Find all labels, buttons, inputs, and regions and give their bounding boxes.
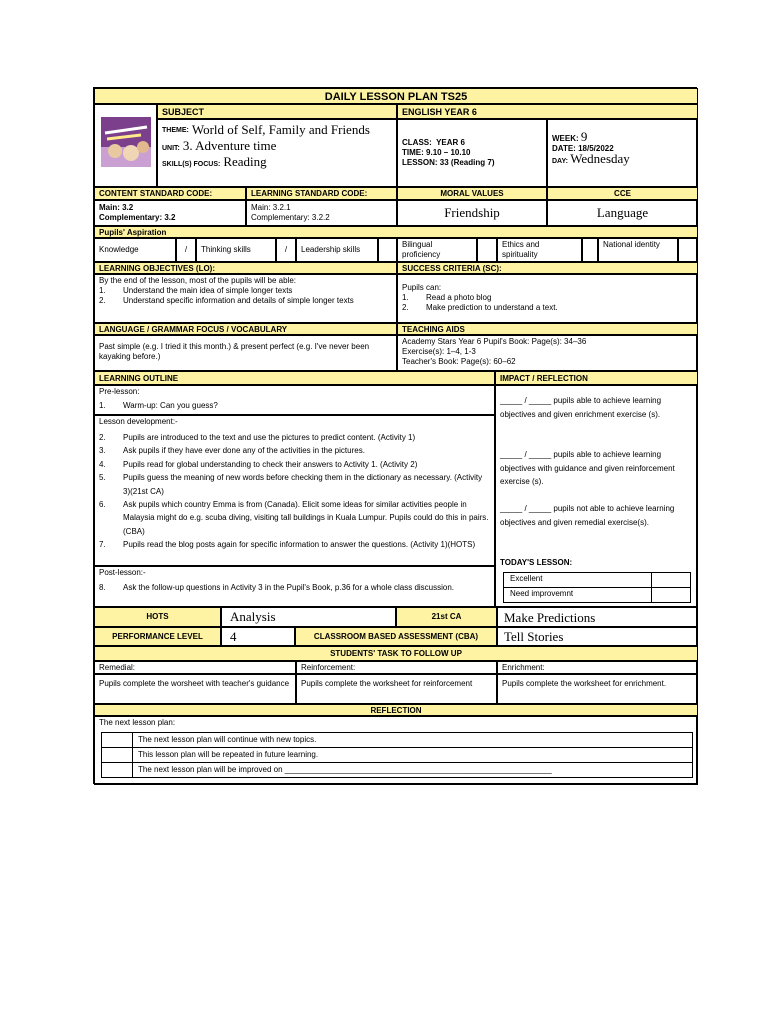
cba-value: Tell Stories [497,627,698,646]
post-lesson-block [94,566,495,607]
class-value: YEAR 6 [436,138,465,147]
enrichment-text: Pupils complete the worksheet for enrichment. [497,674,698,704]
cover-cell [94,104,157,187]
day-label: DAY: [552,158,568,165]
post-lesson-item-text: Ask the follow-up questions in Activity 3 in the Pupil's Book, p.36 for a whole class discussion. [123,583,455,592]
development-item-text: Ask pupils if they have ever done any of the activities in the pictures. [123,446,365,456]
aspiration-ethics: Ethics and spirituality [497,238,582,262]
reflection-option-checkbox-3[interactable] [102,763,133,777]
teaching-aid-line: Academy Stars Year 6 Pupil's Book: Page(s): 34–36 [402,337,587,346]
aspiration-label: Pupils' Aspiration [94,226,698,238]
lo-item [99,296,392,306]
skill-label: SKILL(S) FOCUS: [162,161,221,168]
content-comp: Complementary: 3.2 [99,213,176,222]
sc-item-number: 2. [402,303,409,312]
subject-label: SUBJECT [157,104,397,119]
plan-title: DAILY LESSON PLAN TS25 [94,88,698,104]
pre-lesson-list [99,401,490,411]
lesson-plan-table [93,87,697,784]
ca-value: Make Predictions [497,607,698,627]
lo-content [94,274,397,323]
impact-reinforcement: _____ / _____ pupils able to achieve learning objectives with guidance and given reinforcement exercise (s). [500,450,675,486]
aspiration-national-mark [678,238,698,262]
skill-value: Reading [223,154,267,169]
moral-value: Friendship [397,200,547,226]
development-item-text: Pupils are introduced to the text and use the pictures to predict content. (Activity 1) [123,433,416,442]
reflection-label: REFLECTION [94,704,698,716]
sc-item-text: Read a photo blog [426,293,492,302]
outline-label: LEARNING OUTLINE [94,371,495,385]
week-date-day-cell [547,119,698,187]
aspiration-ethics-mark [582,238,598,262]
time-value: 9.10 – 10.10 [426,148,471,157]
sc-item [402,293,693,303]
week-label: WEEK: [552,134,579,143]
pre-lesson-label: Pre-lesson: [99,387,140,396]
pre-lesson-item-number: 1. [99,401,106,410]
development-item [99,458,490,471]
aids-label: TEACHING AIDS [397,323,698,335]
development-item-number: 4. [99,459,106,469]
lo-item-text: Understand specific information and details of simple longer texts [123,296,354,305]
cba-label: CLASSROOM BASED ASSESSMENT (CBA) [295,627,497,646]
reflection-option-continue: The next lesson plan will continue with new topics. [138,735,317,744]
performance-value: 4 [221,627,295,646]
development-item [99,431,490,444]
aspiration-knowledge: Knowledge [94,238,176,262]
remedial-label: Remedial: [94,661,296,674]
learning-main: Main: 3.2.1 [251,203,291,212]
content-standard-value [94,200,246,226]
content-standard-label: CONTENT STANDARD CODE: [94,187,246,200]
time-label: TIME: [402,148,424,157]
post-lesson-item-number: 8. [99,583,106,592]
option-excellent[interactable]: Excellent [504,573,652,587]
reflection-options [101,732,693,778]
aspiration-bilingual: Bilingual proficiency [397,238,477,262]
week-value: 9 [580,129,588,144]
pre-lesson-item-text: Warm-up: Can you guess? [123,401,218,410]
sc-item-text: Make prediction to understand a text. [426,303,558,312]
hots-value: Analysis [221,607,396,627]
development-item-number: 7. [99,540,106,550]
sc-label: SUCCESS CRITERIA (SC): [397,262,698,274]
lo-item-number: 1. [99,286,106,295]
reflection-option-improve: The next lesson plan will be improved on ____________________________________________________________ [138,765,552,774]
language-label: LANGUAGE / GRAMMAR FOCUS / VOCABULARY [94,323,397,335]
theme-unit-skill-cell [157,119,397,187]
development-item [99,444,490,457]
impact-block [495,385,698,607]
aids-content [397,335,698,371]
development-item-text: Pupils read the blog posts again for specific information to answer the questions. (Activity 1)(HOTS) [123,540,476,550]
performance-label: PERFORMANCE LEVEL [94,627,221,646]
lo-list [99,286,392,306]
pre-lesson-block [94,385,495,415]
remedial-text: Pupils complete the worsheet with teacher's guidance [94,674,296,704]
theme-value: World of Self, Family and Friends [191,122,370,137]
option-excellent-checkbox[interactable] [652,573,690,587]
lo-intro: By the end of the lesson, most of the pupils will be able: [99,276,297,285]
development-item-text: Pupils read for global understanding to check their answers to Activity 1. (Activity 2) [123,459,418,469]
lo-item-number: 2. [99,296,106,305]
teaching-aid-line: Exercise(s): 1–4, 1-3 [402,347,476,356]
content-main: Main: 3.2 [99,203,134,212]
unit-value: 3. Adventure time [182,138,277,153]
cce-value: Language [547,200,698,226]
impact-enrichment: _____ / _____ pupils able to achieve learning objectives and given enrichment exercise (s). [500,396,662,419]
development-item-number: 3. [99,446,106,456]
development-item-number: 6. [99,500,106,510]
teaching-aid-line: Teacher's Book: Page(s): 60–62 [402,357,516,366]
aspiration-national: National identity [598,238,678,262]
cce-label: CCE [547,187,698,200]
development-label: Lesson development:- [99,417,178,426]
todays-lesson-options [503,572,691,603]
sc-content [397,274,698,323]
sc-item [402,303,693,313]
reinforcement-label: Reinforcement: [296,661,497,674]
todays-lesson-label: TODAY'S LESSON: [500,558,573,567]
next-lesson-label: The next lesson plan: [99,718,176,727]
post-lesson-list [99,581,490,594]
aspiration-knowledge-mark: / [176,238,196,262]
pre-lesson-item [99,401,490,411]
reflection-option-checkbox-1[interactable] [102,733,133,747]
reflection-option-checkbox-2[interactable] [102,748,133,762]
aspiration-leadership: Leadership skills [296,238,378,262]
aspiration-bilingual-mark [477,238,497,262]
date-label: DATE: [552,144,576,153]
development-item-number: 5. [99,473,106,483]
development-block [94,415,495,566]
learning-comp: Complementary: 3.2.2 [251,213,330,222]
subject-value: ENGLISH YEAR 6 [397,104,698,119]
aspiration-thinking: Thinking skills [196,238,276,262]
language-content: Past simple (e.g. I tried it this month.) & present perfect (e.g. I've never been kayaking before.) [94,335,397,371]
class-label: CLASS: [402,138,432,147]
aspiration-leadership-mark [378,238,397,262]
reinforcement-text: Pupils complete the worksheet for reinforcement [296,674,497,704]
date-value: 18/5/2022 [578,144,614,153]
followup-label: STUDENTS' TASK TO FOLLOW UP [94,646,698,661]
lesson-value: 33 (Reading 7) [439,158,495,167]
option-need-improvement-checkbox[interactable] [652,588,690,602]
day-value: Wednesday [570,151,630,166]
post-lesson-label: Post-lesson:- [99,568,146,577]
aspiration-thinking-mark: / [276,238,296,262]
development-item [99,498,490,538]
class-time-lesson-cell [397,119,547,187]
sc-item-number: 1. [402,293,409,302]
sc-list [402,293,693,313]
development-item-text: Pupils guess the meaning of new words before checking them in the dictionary as necessary. (Activity 3)(21st CA) [123,473,483,496]
impact-remedial: _____ / _____ pupils not able to achieve learning objectives and given remedial exercise(s). [500,504,675,527]
unit-label: UNIT: [162,145,180,152]
lo-label: LEARNING OBJECTIVES (LO): [94,262,397,274]
sc-intro: Pupils can: [402,283,442,292]
development-list [99,431,490,552]
lo-item-text: Understand the main idea of simple longer texts [123,286,293,295]
post-lesson-item [99,581,490,594]
development-item [99,471,490,498]
lo-item [99,286,392,296]
reflection-option-repeat: This lesson plan will be repeated in future learning. [138,750,319,759]
learning-standard-value [246,200,397,226]
development-item-number: 2. [99,433,106,442]
development-item-text: Ask pupils which country Emma is from (Canada). Elicit some ideas for similar activities people in Malaysia might do e.g. scuba diving, visiting tall buildings in Kuala Lumpur. Pupils could do this in pairs. (CBA) [123,500,489,536]
moral-values-label: MORAL VALUES [397,187,547,200]
option-need-improvement[interactable]: Need improvemnt [504,588,652,602]
theme-label: THEME: [162,127,189,134]
enrichment-label: Enrichment: [497,661,698,674]
reflection-block [94,716,698,785]
impact-label: IMPACT / REFLECTION [495,371,698,385]
learning-standard-label: LEARNING STANDARD CODE: [246,187,397,200]
ca-label: 21st CA [396,607,497,627]
lesson-label: LESSON: [402,158,438,167]
development-item [99,538,490,551]
hots-label: HOTS [94,607,221,627]
